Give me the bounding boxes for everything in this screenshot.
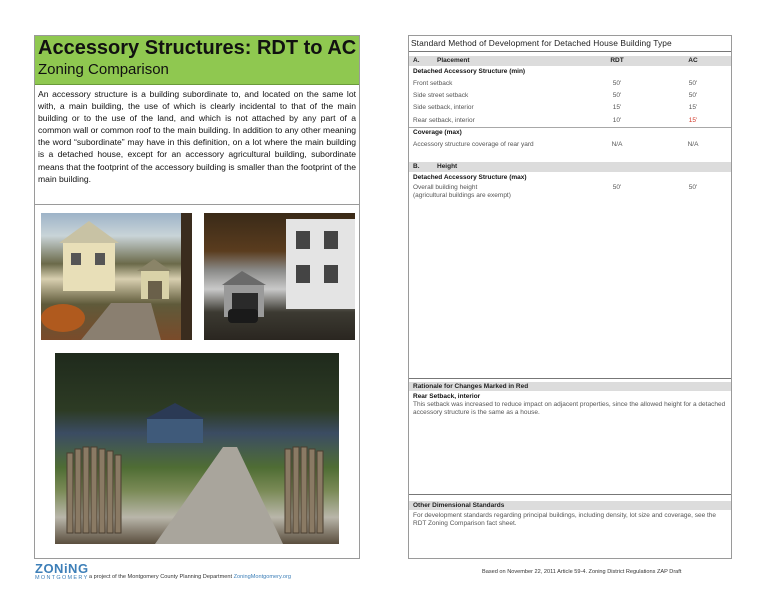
value-rdt: 10' — [612, 117, 622, 124]
divider — [35, 204, 359, 205]
value-ac: 15' — [688, 104, 698, 111]
value-rdt: 50' — [612, 184, 622, 191]
section-a-header — [409, 56, 731, 66]
rationale-header: Rationale for Changes Marked in Red — [413, 383, 529, 390]
row-label: Accessory structure coverage of rear yard — [413, 141, 534, 148]
section-b-header — [409, 162, 731, 172]
placement-subheader: Detached Accessory Structure (min) — [413, 68, 526, 75]
value-rdt: 50' — [612, 80, 622, 87]
value-ac: 50' — [688, 184, 698, 191]
value-rdt: 50' — [612, 92, 622, 99]
column-header-ac: AC — [688, 57, 698, 64]
value-rdt: N/A — [611, 141, 623, 148]
standards-panel — [408, 35, 732, 559]
row-label: Side setback, interior — [413, 104, 474, 111]
other-text: For development standards regarding principal buildings, including density, lot size and coverage, see the RDT Zoning Comparison fact sheet. — [413, 512, 717, 527]
other-header-bar — [409, 501, 731, 510]
other-header: Other Dimensional Standards — [413, 502, 505, 509]
value-ac: 50' — [688, 92, 698, 99]
source-note: Based on November 22, 2011 Article 59-4. Zoning District Regulations ZAP Draft — [482, 569, 682, 575]
project-credit-text: a project of the Montgomery County Planning Department — [89, 574, 233, 580]
project-credit — [89, 574, 291, 580]
rationale-header-bar — [409, 382, 731, 391]
value-ac: 50' — [688, 80, 698, 87]
section-a-label: Placement — [437, 57, 470, 64]
table-title: Standard Method of Development for Detached House Building Type — [411, 38, 672, 48]
row-label-note: (agricultural buildings are exempt) — [413, 192, 511, 199]
divider — [409, 51, 731, 52]
divider — [409, 378, 731, 379]
photo-garage-with-car — [204, 213, 355, 340]
column-header-rdt: RDT — [610, 57, 624, 64]
height-subheader: Detached Accessory Structure (max) — [413, 174, 527, 181]
value-rdt: 15' — [612, 104, 622, 111]
row-label: Front setback — [413, 80, 453, 87]
logo-top-text: ZONiNG — [35, 561, 89, 576]
rationale-item-text: This setback was increased to reduce impact on adjacent properties, since the allowed height for a detached accessory structure is the same as a house. — [413, 401, 726, 416]
zoning-montgomery-logo — [35, 562, 89, 582]
project-link[interactable]: ZoningMontgomery.org — [233, 574, 292, 580]
divider — [409, 494, 731, 495]
section-a-letter: A. — [413, 57, 420, 64]
definition-text: An accessory structure is a building subordinate to, and located on the same lot with, a main building, the use of which is clearly incidental to that of the main building or to the use of the land, and which is not attached by any part of a common wall or common roof to the main building. In addition to any other meaning the word “subordinate” may have in this definition, on a lot where the main building is a detached house, except for an accessory agricultural building, subordinate means that the footprint of the accessory building is smaller than the footprint of the main building. — [38, 89, 356, 184]
section-b-label: Height — [437, 163, 458, 170]
left-panel — [34, 35, 360, 559]
rationale-item-title: Rear Setback, interior — [413, 393, 481, 400]
coverage-subheader: Coverage (max) — [413, 129, 462, 136]
page-title: Accessory Structures: RDT to AC — [38, 37, 357, 59]
value-ac-changed: 15' — [688, 117, 698, 124]
photo-driveway-with-gate — [55, 353, 339, 544]
value-ac: N/A — [687, 141, 699, 148]
photo-house-with-garage — [41, 213, 192, 340]
title-block — [35, 36, 359, 85]
logo-bottom-text: MONTGOMERY — [35, 575, 89, 581]
row-label: Rear setback, interior — [413, 117, 475, 124]
row-label: Overall building height — [413, 184, 478, 191]
section-b-letter: B. — [413, 163, 420, 170]
page-subtitle: Zoning Comparison — [38, 61, 169, 78]
row-label: Side street setback — [413, 92, 469, 99]
divider — [409, 127, 731, 128]
